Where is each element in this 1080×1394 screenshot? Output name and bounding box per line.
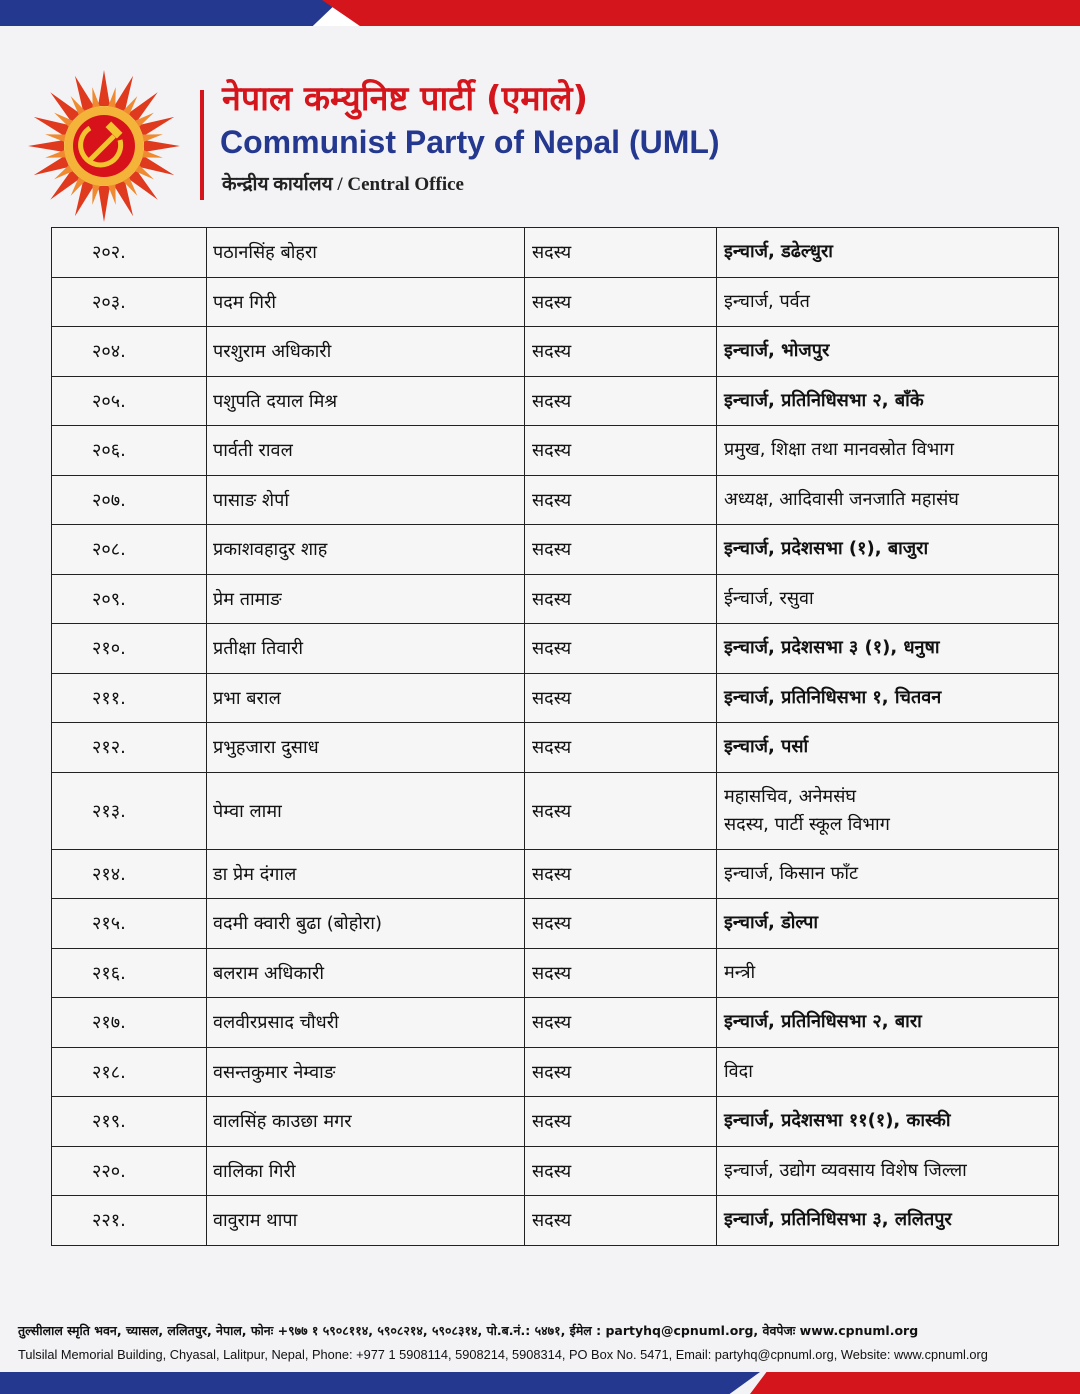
member-name: प्रभुहजारा दुसाध [207,723,525,773]
table-row [52,228,1059,278]
member-name: पासाङ शेर्पा [207,475,525,525]
member-name: प्रभा बराल [207,673,525,723]
member-responsibility [717,899,1059,949]
table-row [52,673,1059,723]
member-role: सदस्य [525,948,717,998]
table-row [52,772,1059,849]
member-responsibility [717,574,1059,624]
serial-number: २१९. [52,1097,207,1147]
responsibility-line: इन्चार्ज, प्रतिनिधिसभा ३, ललितपुर [724,1209,952,1231]
responsibility-line: महासचिव, अनेमसंघ [724,785,857,807]
table-row [52,948,1059,998]
responsibility-line: इन्चार्ज, डढेल्धुरा [724,241,833,263]
table-row [52,574,1059,624]
member-responsibility [717,327,1059,377]
member-responsibility [717,624,1059,674]
table-row [52,426,1059,476]
member-role: सदस्य [525,228,717,278]
member-name: वालिका गिरी [207,1146,525,1196]
member-role: सदस्य [525,376,717,426]
member-role: सदस्य [525,327,717,377]
footer-address-english: Tulsilal Memorial Building, Chyasal, Lalitpur, Nepal, Phone: +977 1 5908114, 5908214, 5908314, PO Box No. 5471, Email: partyhq@cpnuml.org, Website: www.cpnuml.org [18,1347,988,1362]
member-responsibility [717,1146,1059,1196]
table-row [52,1196,1059,1246]
member-role: सदस्य [525,1097,717,1147]
serial-number: २०५. [52,376,207,426]
table-row [52,1097,1059,1147]
serial-number: २१४. [52,849,207,899]
responsibility-line: विदा [724,1060,753,1082]
responsibility-line: प्रमुख, शिक्षा तथा मानवस्रोत विभाग [724,439,955,461]
table-row [52,1146,1059,1196]
table-row [52,1047,1059,1097]
member-responsibility [717,1196,1059,1246]
serial-number: २१५. [52,899,207,949]
member-role: सदस्य [525,624,717,674]
table-row [52,849,1059,899]
member-role: सदस्य [525,1146,717,1196]
member-responsibility [717,772,1059,849]
member-name: पशुपति दयाल मिश्र [207,376,525,426]
member-role: सदस्य [525,1196,717,1246]
responsibility-line: इन्चार्ज, प्रतिनिधिसभा १, चितवन [724,686,942,708]
member-name: वसन्तकुमार नेम्वाङ [207,1047,525,1097]
serial-number: २१३. [52,772,207,849]
serial-number: २०४. [52,327,207,377]
responsibility-line: इन्चार्ज, प्रतिनिधिसभा २, बाँके [724,389,924,411]
member-role: सदस्य [525,772,717,849]
member-name: पठानसिंह बोहरा [207,228,525,278]
member-name: बलराम अधिकारी [207,948,525,998]
responsibility-line: सदस्य, पार्टी स्कूल विभाग [724,813,890,835]
member-responsibility [717,228,1059,278]
member-responsibility [717,426,1059,476]
table-row [52,327,1059,377]
table-row [52,277,1059,327]
member-responsibility [717,1097,1059,1147]
member-responsibility [717,376,1059,426]
member-name: वदमी क्वारी बुढा (बोहोरा) [207,899,525,949]
member-role: सदस्य [525,1047,717,1097]
member-role: सदस्य [525,426,717,476]
member-name: प्रतीक्षा तिवारी [207,624,525,674]
member-responsibility [717,948,1059,998]
member-role: सदस्य [525,673,717,723]
member-role: सदस्य [525,475,717,525]
serial-number: २१०. [52,624,207,674]
member-name: डा प्रेम दंगाल [207,849,525,899]
responsibility-line: इन्चार्ज, किसान फाँट [724,862,859,884]
responsibility-line: इन्चार्ज, प्रदेशसभा ११(१), कास्की [724,1110,951,1132]
responsibility-line: ईन्चार्ज, रसुवा [724,587,814,609]
bottom-color-bar [0,1372,1080,1394]
hammer-sickle-sun-icon [24,66,184,226]
table-row [52,998,1059,1048]
table-row [52,376,1059,426]
member-responsibility [717,277,1059,327]
serial-number: २१७. [52,998,207,1048]
member-name: परशुराम अधिकारी [207,327,525,377]
party-name-nepali: नेपाल कम्युनिष्ट पार्टी (एमाले) [222,79,589,119]
member-role: सदस्य [525,723,717,773]
member-responsibility [717,723,1059,773]
responsibility-line: इन्चार्ज, डोल्पा [724,912,819,934]
member-responsibility [717,475,1059,525]
serial-number: २१२. [52,723,207,773]
member-name: वालसिंह काउछा मगर [207,1097,525,1147]
member-responsibility [717,525,1059,575]
table-row [52,723,1059,773]
member-responsibility [717,673,1059,723]
letterhead [0,60,1080,220]
serial-number: २१६. [52,948,207,998]
serial-number: २०२. [52,228,207,278]
member-role: सदस्य [525,998,717,1048]
serial-number: २२१. [52,1196,207,1246]
member-responsibility [717,849,1059,899]
member-name: वावुराम थापा [207,1196,525,1246]
member-name: प्रकाशवहादुर शाह [207,525,525,575]
serial-number: २१८. [52,1047,207,1097]
member-name: प्रेम तामाङ [207,574,525,624]
responsibility-line: इन्चार्ज, प्रतिनिधिसभा २, बारा [724,1011,922,1033]
table-row [52,899,1059,949]
serial-number: २०६. [52,426,207,476]
responsibility-line: इन्चार्ज, भोजपुर [724,340,830,362]
table-row [52,475,1059,525]
member-name: वलवीरप्रसाद चौधरी [207,998,525,1048]
responsibility-line: मन्त्री [724,961,756,983]
responsibility-line: इन्चार्ज, प्रदेशसभा ३ (१), धनुषा [724,637,940,659]
top-color-bar [0,0,1080,26]
table-row [52,624,1059,674]
serial-number: २०३. [52,277,207,327]
serial-number: २०९. [52,574,207,624]
member-responsibility [717,998,1059,1048]
member-role: सदस्य [525,277,717,327]
member-role: सदस्य [525,525,717,575]
table-row [52,525,1059,575]
member-role: सदस्य [525,899,717,949]
serial-number: २०७. [52,475,207,525]
footer-address-nepali: तुल्सीलाल स्मृति भवन, च्यासल, ललितपुर, नेपाल, फोनः +९७७ १ ५९०८११४, ५९०८२१४, ५९०८३१४, पो.ब.नं.: ५४७१, ईमेल : partyhq@cpnuml.org, वेवपेजः www.cpnuml.org [18,1323,919,1338]
office-label: केन्द्रीय कार्यालय / Central Office [222,174,464,195]
member-name: पार्वती रावल [207,426,525,476]
header-divider [200,90,204,200]
party-name-english: Communist Party of Nepal (UML) [220,124,720,160]
serial-number: २२०. [52,1146,207,1196]
responsibility-line: इन्चार्ज, उद्योग व्यवसाय विशेष जिल्ला [724,1159,967,1181]
serial-number: २११. [52,673,207,723]
responsibility-line: इन्चार्ज, प्रदेशसभा (१), बाजुरा [724,538,929,560]
member-responsibility [717,1047,1059,1097]
member-name: पदम गिरी [207,277,525,327]
responsibility-line: अध्यक्ष, आदिवासी जनजाति महासंघ [724,488,959,510]
member-name: पेम्वा लामा [207,772,525,849]
responsibility-line: इन्चार्ज, पर्सा [724,736,809,758]
serial-number: २०८. [52,525,207,575]
member-role: सदस्य [525,574,717,624]
members-table [51,227,1059,1246]
member-role: सदस्य [525,849,717,899]
responsibility-line: इन्चार्ज, पर्वत [724,290,810,312]
